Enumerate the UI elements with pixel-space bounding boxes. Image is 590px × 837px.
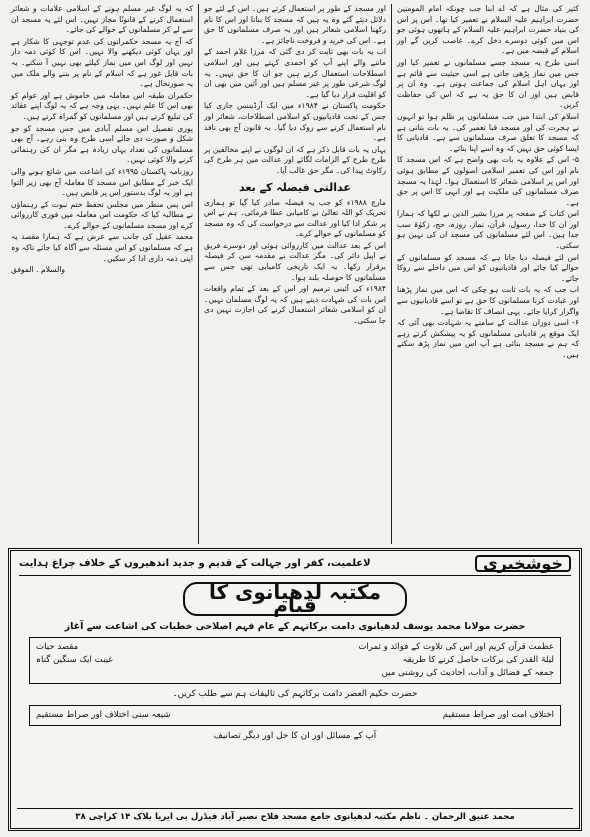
ad-extra: آپ کے مسائل اور ان کا حل اور دیگر تصانیف (213, 731, 377, 741)
paragraph: اس لئے فیصلہ دیا جاتا ہے کہ مسجد کو مسلمانوں کے حوالے کیا جائے اور قادیانیوں کو اس میں داخلے سے روکا جائے۔ (397, 252, 579, 283)
ad-header (19, 555, 571, 576)
ad-topic-row (36, 654, 554, 667)
column-middle (199, 4, 392, 544)
ad-topic: عظمت قرآن کریم اور اس کی تلاوت کے فوائد و ثمرات (358, 642, 554, 652)
article-columns (6, 4, 584, 544)
advertisement-box (8, 548, 582, 831)
ad-note: حضرت حکیم العصر دامت برکاتہم کی تالیفات ہم سے طلب کریں۔ (172, 689, 418, 699)
paragraph: حکمران طبقہ اس معاملہ میں خاموش ہے اور عوام کو بھی اس کا علم نہیں۔ یہی وجہ ہے کہ یہ لوگ اپنے عقائد کی تبلیغ کرتے ہیں اور مسلمانوں کو گمراہ کرتے ہیں۔ (11, 90, 193, 121)
ad-topic: غیبت ایک سنگین گناہ (36, 655, 113, 665)
section-heading: عدالتی فیصلہ کے بعد (239, 180, 351, 194)
column-right (392, 4, 584, 544)
paragraph: اور مسجد کے طور پر استعمال کرتے ہیں۔ اس کے لئے جو دلائل دیئے گئے وہ یہ ہیں کہ مسجد کا بنانا اور اس کا نام رکھنا اسلامی شعائر ہیں اور یہ صرف مسلمانوں کا حق ہے۔ اس کی خرید و فروخت ناجائز ہے۔ (204, 4, 386, 45)
column-left (6, 4, 199, 544)
paragraph: روزنامہ پاکستان ۱۹۹۵ء کی اشاعت میں شائع ہونے والی ایک خبر کے مطابق اس مسجد کا معاملہ آج بھی زیر التوا ہے اور یہ لوگ بدستور اس پر قابض ہیں۔ (11, 166, 193, 198)
paragraph: حکومت پاکستان نے ۱۹۸۴ء میں ایک آرڈیننس جاری کیا جس کے تحت قادیانیوں کو اسلامی اصطلاحات، شعائر اور نام استعمال کرنے سے روک دیا گیا۔ یہ قانون آج بھی نافذ ہے۔ (204, 101, 386, 143)
signoff: والسلام . الموفق (11, 265, 66, 275)
paragraph: اسلام کی ابتدا میں جب مسلمانوں پر ظلم ہوا تو انہوں نے ہجرت کی اور مسجد قبا تعمیر کی۔ یہ بات بتاتی ہے کہ مسجد کا تعلق صرف مسلمانوں سے ہے۔ قادیانی کا ایسا کوئی حق نہیں کہ وہ اسے اپنا بتائے۔ (397, 111, 579, 153)
ad-topic-row (36, 641, 554, 654)
paragraph: اس کتاب کے صفحہ پر مرزا بشیر الدین نے لکھا کہ ہمارا اور ان کا خدا، رسول، قرآن، نماز، روزہ، حج، زکوٰۃ سب جدا ہیں۔ اس لئے مسلمانوں کی مسجد ان کی نہیں ہو سکتی۔ (397, 209, 579, 251)
ad-topic: جمعہ کے فضائل و آداب، احادیث کی روشنی میں (381, 668, 554, 678)
paragraph: ۱۹۸۴ء کی آئینی ترمیم اور اس کے بعد کے تمام واقعات اس بات کی شہادت دیتے ہیں کہ یہ لوگ مسلمان نہیں۔ ان کو اسلامی شعائر استعمال کرنے کی اجازت نہیں دی جا سکتی۔ (204, 284, 386, 326)
ad-topics (29, 637, 561, 684)
paragraph: کہ یہ لوگ غیر مسلم ہونے کے اسلامی علامات و شعائر استعمال کرنے کے قانونًا مجاز نہیں۔ اس لئے یہ مسجد ان سے لے کر مسلمانوں کے حوالے کی جائے۔ (11, 4, 193, 35)
paragraph: محمد عقیل کی جانب سے عرض ہے کہ ہمارا مقصد یہ ہے کہ مسلمانوں کو اس مسئلہ سے آگاہ کیا جائے تاکہ وہ اپنی ذمہ داری ادا کر سکیں۔ (11, 232, 193, 263)
paragraph: ۵- اس کے علاوہ یہ بات بھی واضح ہے کہ اس مسجد کا نام اور اس کی تعمیر اسلامی اصولوں کے مطابق ہوئی اور اس پر اسلامی شعائر کا استعمال ہوا۔ لہٰذا یہ مسجد صرف مسلمانوں کی ملکیت ہے اور انہی کا اس پر حق ہے۔ (397, 155, 579, 207)
paragraph: اب یہ بات بھی ثابت کر دی گئی کہ مرزا غلام احمد کے ماننے والے اپنے آپ کو احمدی کہتے ہیں اور اسلامی اصطلاحات استعمال کرتے ہیں جو ان کا حق نہیں۔ یہ لوگ شرعی طور پر غیر مسلم ہیں اور آئین میں بھی ان کو اقلیت قرار دیا گیا ہے۔ (204, 47, 386, 99)
paragraph: پوری تفصیل اس مسلم آبادی میں جس مسجد کو جو شکل و صورت دی جائے اسی طرح وہ بنی رہے۔ آج بھی مسلمانوں کی تعداد یہاں زیادہ ہے مگر ان کی رہنمائی کرنے والا کوئی نہیں۔ (11, 123, 193, 165)
paragraph: ۶- اسی دوران عدالت کے سامنے یہ شہادت بھی آئی کہ ایک موقع پر قادیانی مسلمانوں کو یہ پیشکش کرتے رہے کہ ہم نے مسجد بنائی ہے آپ اس میں نماز پڑھ سکتے ہیں۔ (397, 318, 579, 359)
paragraph: اس پس منظر میں مجلس تحفظ ختم نبوت کے رہنماؤں نے مطالبہ کیا کہ حکومت اس معاملہ میں فوری کارروائی کرے اور مسجد مسلمانوں کے حوالے کرے۔ (11, 199, 193, 230)
ad-topic-row (36, 667, 554, 680)
ad-book: اختلاف امت اور صراط مستقیم (442, 710, 554, 720)
paragraph: مارچ ۱۹۸۸ء کو جب یہ فیصلہ صادر کیا گیا تو ہماری تحریک کو اللہ تعالیٰ نے کامیابی عطا فرمائی۔ ہم نے اس پر شکر ادا کیا اور عدالت سے درخواست کی کہ وہ مسجد کو مسلمانوں کے حوالے کرے۔ (204, 197, 386, 239)
paragraph: اس کے بعد عدالت میں کارروائی ہوئی اور دوسرے فریق نے اپیل دائر کی۔ مگر عدالت نے مقدمہ سن کر فیصلہ برقرار رکھا۔ یہ ایک تاریخی کامیابی تھی جس سے مسلمانوں کا حوصلہ بلند ہوا۔ (204, 240, 386, 282)
paragraph: اب جب کہ یہ بات ثابت ہو چکی کہ اس میں نماز پڑھنا اور عبادت کرنا مسلمانوں کا حق ہے تو اسے قادیانیوں سے واگزار کرایا جائے۔ یہی انصاف کا تقاضا ہے۔ (397, 285, 579, 316)
ad-badge: خوشخبری (475, 555, 571, 572)
ad-books (29, 705, 561, 726)
ad-topic: لیلۃ القدر کی برکات حاصل کرنے کا طریقہ (402, 655, 554, 665)
paragraph: اسی طرح یہ مسجد جسے مسلمانوں نے تعمیر کیا اور جس میں نماز پڑھی جاتی ہے اسی حیثیت سے قائم ہے اور یہاں اہل اسلام کی جماعت ہوتی ہے۔ وہ ان پر قابض ہیں اور ان کا حق یہ ہے کہ اس کی حفاظت کریں۔ (397, 57, 579, 110)
ad-footer-address: محمد عتیق الرحمان ۔ ناظم مکتبہ لدھیانوی جامع مسجد فلاح نصیر آباد فیڈرل بی ایریا بلاک ۱۴ کراچی ۳۸ (17, 808, 573, 824)
ad-book: شیعہ سنی اختلاف اور صراط مستقیم (36, 710, 171, 720)
paragraph: کہ آج یہ مسجد حکمرانوں کی عدم توجہی کا شکار ہے اور یہاں کوئی دیکھنے والا نہیں۔ اس کا کوئی ذمہ دار نہیں اور لوگ اس میں نماز کیلئے بھی نہیں آ سکتے۔ یہ بات قابل غور ہے کہ اسلام کے نام پر بننے والے ملک میں یہ صورتحال ہے۔ (11, 36, 193, 89)
ad-title: مکتبہ لدھیانوی کا قیام (183, 582, 407, 616)
ad-tagline: لاعلمیت، کفر اور جہالت کے قدیم و جدید اندھیروں کے خلاف چراغ ہدایت (19, 558, 371, 569)
ad-intro: حضرت مولانا محمد یوسف لدھیانوی دامت برکاتہم کے عام فہم اصلاحی خطبات کی اشاعت سے آغاز (64, 621, 526, 632)
paragraph: یہاں یہ بات قابل ذکر ہے کہ ان لوگوں نے اپنے مخالفین پر طرح طرح کے الزامات لگائے اور عدالت میں ہر طرح کی رکاوٹ پیدا کی۔ مگر حق غالب آیا۔ (204, 144, 386, 175)
paragraph: کثیر کی مثال ہے کہ اے ابنا جب چونکہ امام المومنین حضرت ابراہیم علیہ السلام نے تعمیر کیا تھا۔ اس پر اس کی بنیاد حضرت ابراہیم علیہ السلام کے ہاتھوں ہوئی جو اس میں کوئی دوسرے دخل کرے۔ غاصب کریں گے اور اسلام کے قبضہ میں ہے۔ (397, 4, 579, 56)
ad-book-row (36, 709, 554, 722)
ad-topic: مقصد حیات (36, 642, 79, 652)
